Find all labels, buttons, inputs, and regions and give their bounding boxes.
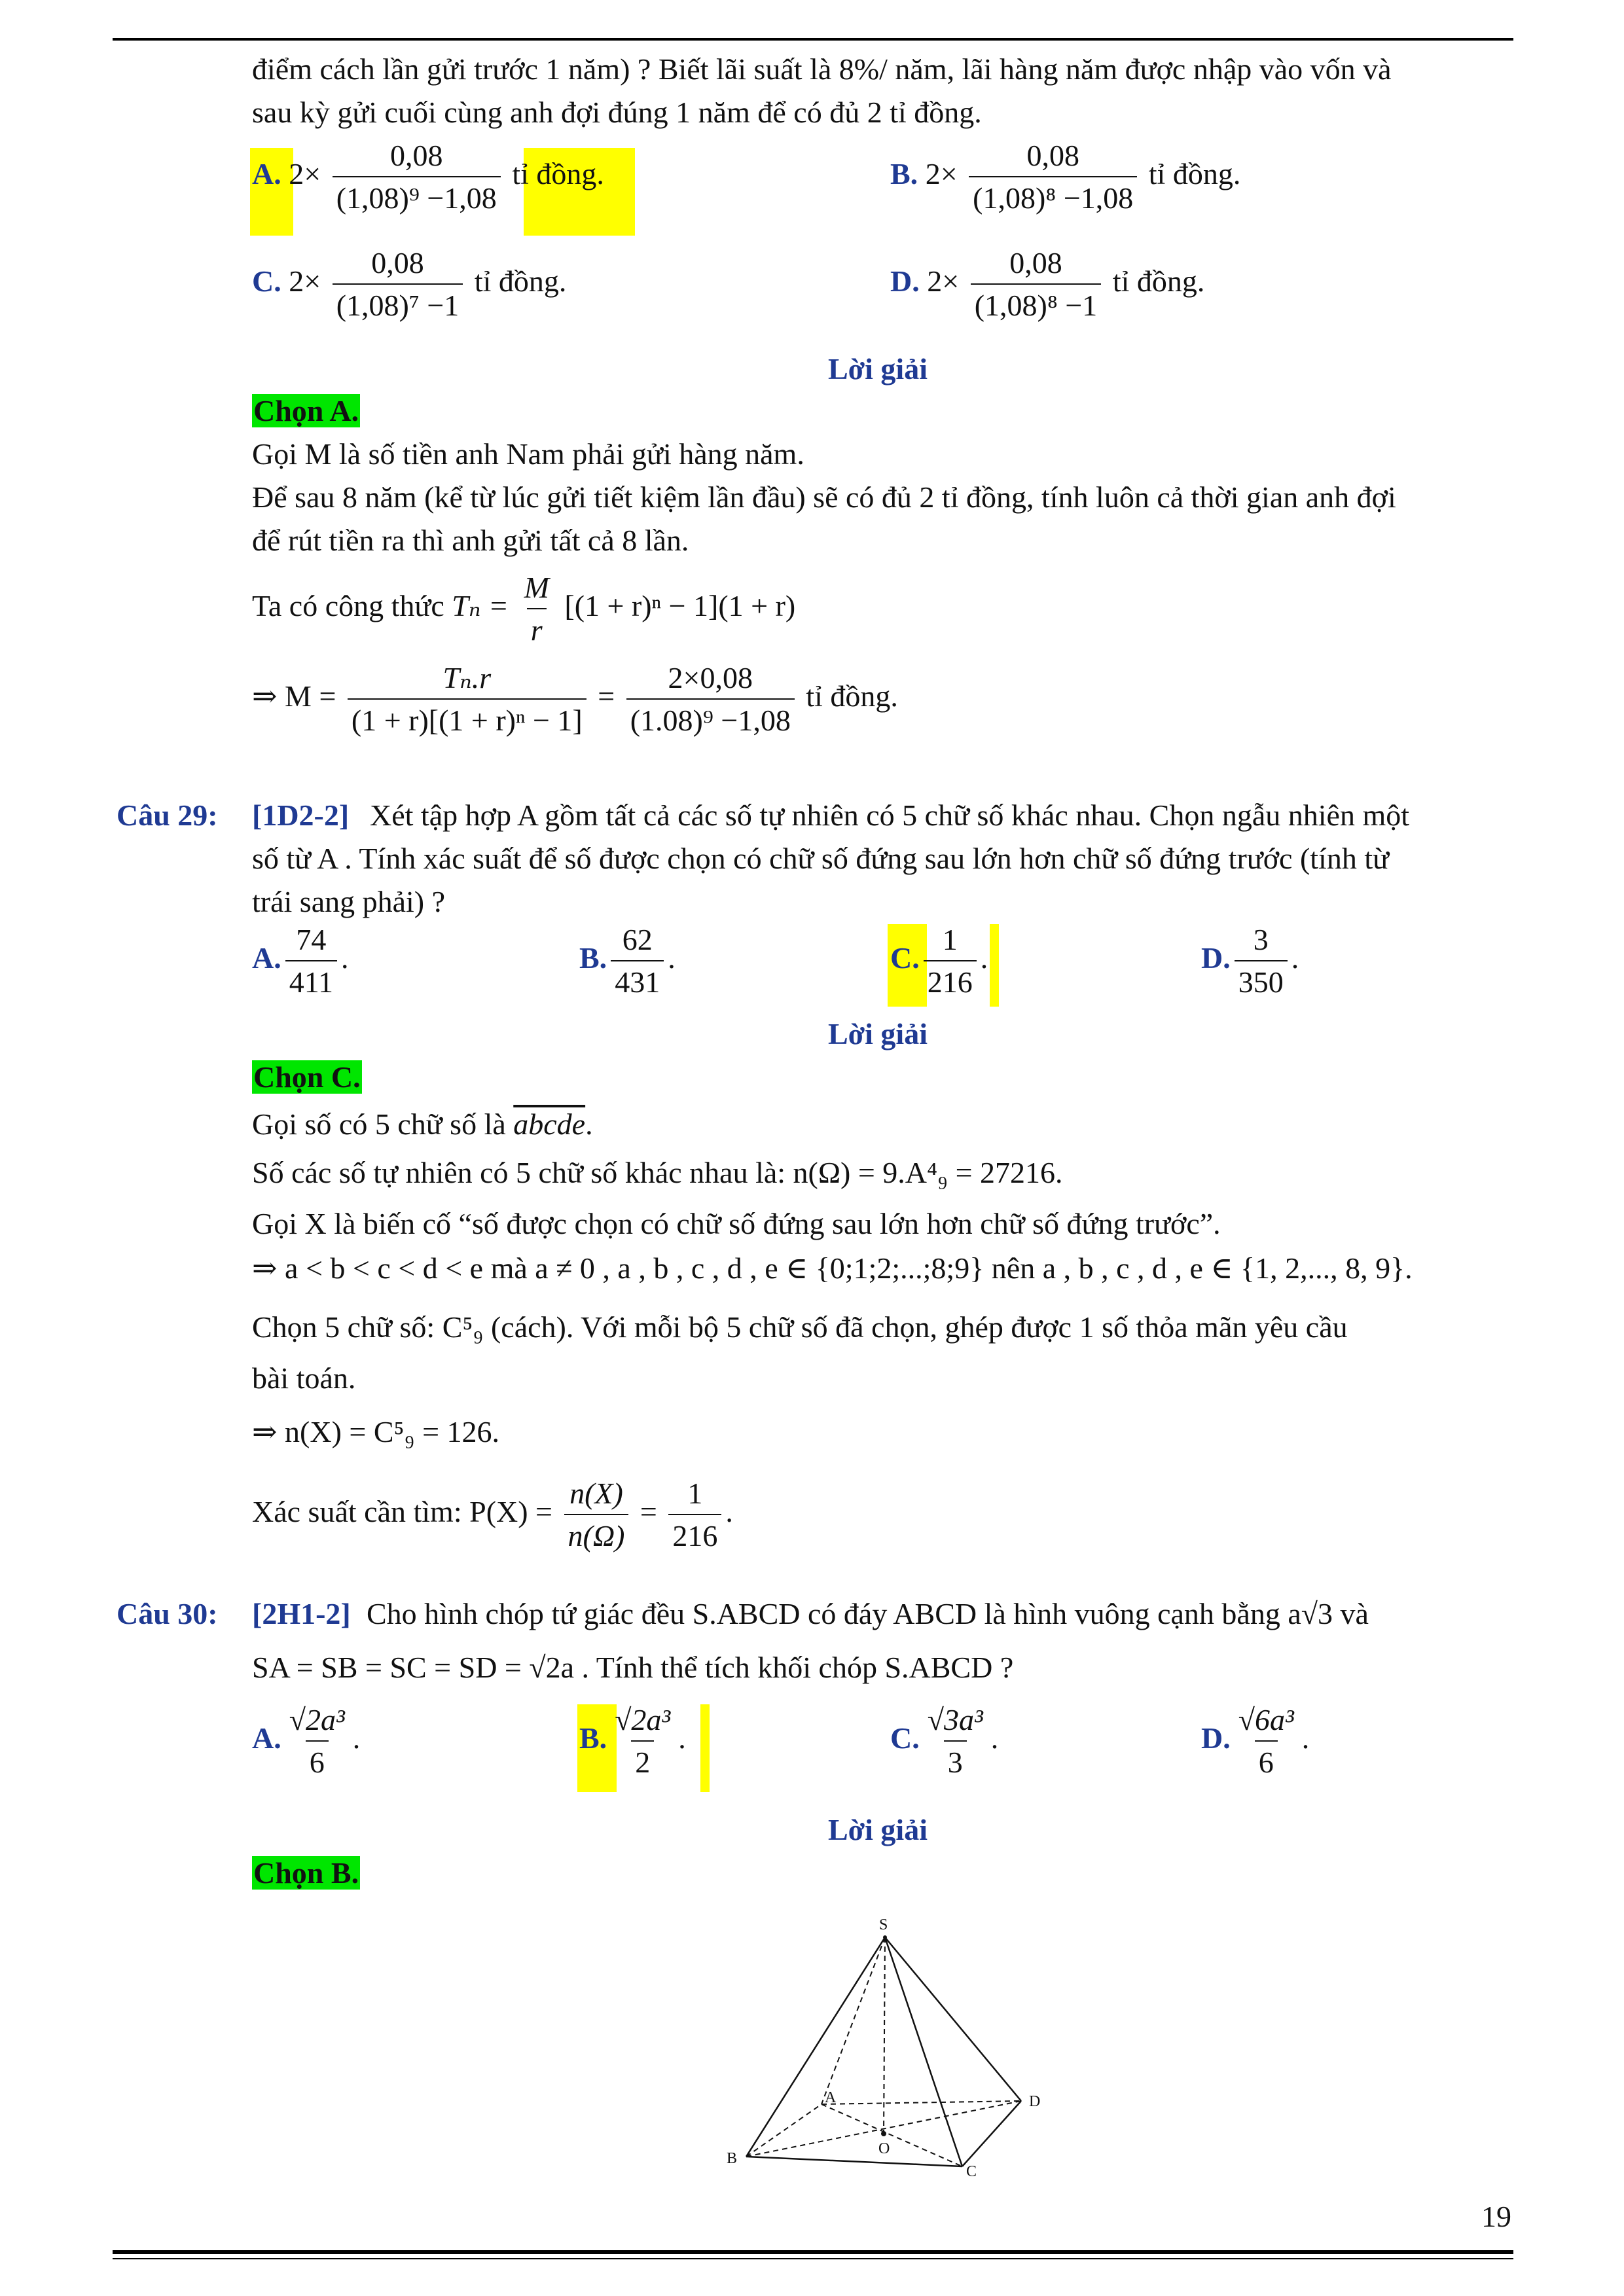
q30-solution-heading: Lời giải — [828, 1813, 928, 1846]
q29-line-2: số từ A . Tính xác suất để số được chọn có chữ số đứng sau lớn hơn chữ số đứng trước (tính từ — [252, 842, 1390, 875]
q29-chosen-answer: Chọn C. — [253, 1060, 361, 1094]
q28-sol-line-2: Để sau 8 năm (kể từ lúc gửi tiết kiệm lần đầu) sẽ có đủ 2 tỉ đồng, tính luôn cả thời gian anh đợi — [252, 480, 1396, 514]
q29-sol-line-1: Gọi số có 5 chữ số là abcde. — [252, 1107, 593, 1141]
q28-option-b: B. 2× $\frac{0,08}{\text{(1,08)⁸ −1,08}}$ tỉ đồng. — [890, 137, 1240, 216]
q29-sol-line-6: bài toán. — [252, 1361, 356, 1395]
bottom-rule-thick — [113, 2250, 1513, 2254]
q29-sol-line-4: ⇒ a < b < c < d < e mà a ≠ 0 , a , b , c , d , e ∈ {0;1;2;...;8;9} nên a , b , c , d , e ∈ {1, 2,..., 8, 9}. — [252, 1251, 1413, 1285]
q30-label: Câu 30: — [117, 1597, 218, 1630]
vertex-d-label: D — [1029, 2093, 1041, 2110]
q29-option-a: A. $\frac{74}{411}$ . — [252, 922, 349, 1000]
q28-sol-line-3: để rút tiền ra thì anh gửi tất cả 8 lần. — [252, 524, 689, 557]
q29-solution-heading: Lời giải — [828, 1017, 928, 1050]
vertex-b-label: B — [727, 2150, 738, 2167]
q29-line-3: trái sang phải) ? — [252, 885, 446, 918]
vertex-s-label: S — [879, 1916, 888, 1933]
vertex-c-label: C — [966, 2163, 977, 2180]
q30-chosen-answer: Chọn B. — [253, 1856, 359, 1890]
q30-option-d: D. $\frac{\text{√6a³}}{6}$ . — [1201, 1702, 1309, 1780]
q29-sol-line-2: Số các số tự nhiên có 5 chữ số khác nhau là: n(Ω) = 9.A⁴₉ = 27216. — [252, 1156, 1063, 1189]
q28-option-c: C. 2× $\frac{0,08}{\text{(1,08)⁷ −1}}$ tỉ đồng. — [252, 245, 566, 323]
q29-line-1: Xét tập hợp A gồm tất cả các số tự nhiên có 5 chữ số khác nhau. Chọn ngẫu nhiên một — [370, 798, 1410, 832]
q29-sol-line-3: Gọi X là biến cố “số được chọn có chữ số đứng sau lớn hơn chữ số đứng trước”. — [252, 1207, 1221, 1240]
point-o-label: O — [878, 2140, 890, 2157]
q30-tag: [2H1-2] — [252, 1597, 351, 1630]
q28-chosen-answer: Chọn A. — [253, 394, 359, 427]
q29-label: Câu 29: — [117, 798, 218, 832]
q30-option-b: B. $\frac{\text{√2a³}}{2}$ . — [579, 1702, 686, 1780]
q29-option-d: D. $\frac{3}{350}$ . — [1201, 922, 1299, 1000]
highlight-answer-c-tail — [990, 924, 999, 1007]
q29-tag: [1D2-2] — [252, 798, 350, 832]
q30-option-a: A. $\frac{\text{√2a³}}{6}$ . — [252, 1702, 360, 1780]
page-number: 19 — [1481, 2200, 1511, 2233]
q28-formula: Ta có công thức Tₙ = $\frac{M}{r}$ [(1 + r)ⁿ − 1](1 + r) — [252, 569, 795, 648]
q28-sol-line-1: Gọi M là số tiền anh Nam phải gửi hàng năm. — [252, 437, 804, 471]
q30-line-2: SA = SB = SC = SD = √2a . Tính thể tích khối chóp S.ABCD ? — [252, 1651, 1014, 1684]
q28-m-formula: ⇒ M = $\frac{\text{Tₙ.r}}{\text{(1 + r)[(1 + r)ⁿ − 1]}}$ = $\frac{2\times 0,08}{\text{(1.08)⁹ −1,08}}$ tỉ đồng. — [252, 660, 898, 738]
q29-option-b: B. $\frac{62}{431}$ . — [579, 922, 676, 1000]
q28-option-d: D. 2× $\frac{0,08}{\text{(1,08)⁸ −1}}$ tỉ đồng. — [890, 245, 1204, 323]
pyramid-figure — [707, 1911, 1074, 2186]
q30-option-c: C. $\frac{\text{√3a³}}{3}$ . — [890, 1702, 998, 1780]
q28-option-a: A. 2× $\frac{0,08}{\text{(1,08)⁹ −1,08}}$ tỉ đồng. — [252, 137, 604, 216]
q29-sol-line-5: Chọn 5 chữ số: C⁵₉ (cách). Với mỗi bộ 5 chữ số đã chọn, ghép được 1 số thỏa mãn yêu cầu — [252, 1310, 1348, 1344]
q29-sol-line-7: ⇒ n(X) = C⁵₉ = 126. — [252, 1415, 500, 1448]
q30-line-1: Cho hình chóp tứ giác đều S.ABCD có đáy ABCD là hình vuông cạnh bằng a√3 và — [367, 1597, 1369, 1630]
bottom-rule-thin — [113, 2258, 1513, 2259]
q29-probability: Xác suất cần tìm: P(X) = $\frac{n(X)}{n(\Omega)}$ = $\frac{1}{216}$ . — [252, 1475, 733, 1554]
highlight-answer-b-tail — [700, 1704, 710, 1792]
top-rule — [113, 38, 1513, 41]
vertex-a-label: A — [825, 2089, 837, 2106]
intro-line-2: sau kỳ gửi cuối cùng anh đợi đúng 1 năm để có đủ 2 tỉ đồng. — [252, 96, 982, 129]
intro-line-1: điểm cách lần gửi trước 1 năm) ? Biết lãi suất là 8%/ năm, lãi hàng năm được nhập vào vốn và — [252, 52, 1392, 86]
q29-option-c: C. $\frac{1}{216}$ . — [890, 922, 988, 1000]
q28-solution-heading: Lời giải — [828, 352, 928, 386]
